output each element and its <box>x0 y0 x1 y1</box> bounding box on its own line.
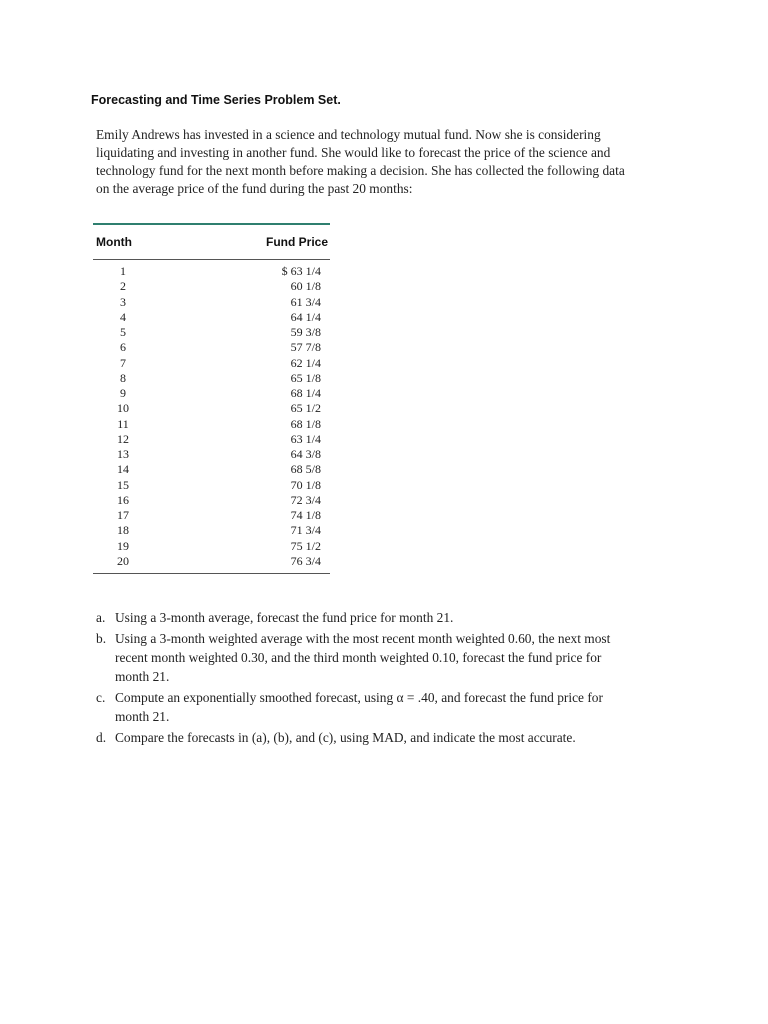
fund-price-cell: 71 3/4 <box>290 523 321 538</box>
table-row <box>93 325 330 340</box>
question-text: Using a 3-month weighted average with the most recent month weighted 0.60, the next most recent month weighted 0.30, and the third month weighted 0.10, forecast the fund price for month 21. <box>115 631 611 684</box>
page-title: Forecasting and Time Series Problem Set. <box>91 93 341 107</box>
question-letter: d. <box>96 730 107 745</box>
fund-price-cell: 63 1/4 <box>290 431 321 446</box>
question-item <box>96 688 636 726</box>
month-cell: 15 <box>117 477 129 492</box>
fund-price-cell: 70 1/8 <box>290 477 321 492</box>
table-row <box>93 279 330 294</box>
fund-price-cell: 68 5/8 <box>290 462 321 477</box>
fund-price-cell: 65 1/2 <box>290 401 321 416</box>
fund-price-cell: 60 1/8 <box>290 279 321 294</box>
month-cell: 8 <box>120 370 126 385</box>
table-row <box>93 478 330 493</box>
table-row <box>93 371 330 386</box>
question-item <box>96 608 636 627</box>
fund-price-cell: 61 3/4 <box>290 294 321 309</box>
table-row <box>93 340 330 355</box>
month-cell: 11 <box>117 416 129 431</box>
fund-price-cell: 68 1/8 <box>290 416 321 431</box>
fund-price-cell: 75 1/2 <box>290 538 321 553</box>
fund-price-cell: 74 1/8 <box>290 508 321 522</box>
table-row <box>93 462 330 477</box>
question-text: Compute an exponentially smoothed forecast, using α = .40, and forecast the fund price for month 21. <box>115 690 603 724</box>
table-row <box>93 523 330 538</box>
fund-price-cell: 62 1/4 <box>290 355 321 370</box>
fund-price-table <box>93 223 330 574</box>
fund-price-cell: 68 1/4 <box>290 386 321 400</box>
question-text: Compare the forecasts in (a), (b), and (c), using MAD, and indicate the most accurate. <box>115 730 576 745</box>
table-row <box>93 310 330 325</box>
table-row <box>93 447 330 462</box>
fund-price-cell: 59 3/8 <box>290 325 321 339</box>
table-row <box>93 417 330 432</box>
table-row <box>93 508 330 523</box>
table-row <box>93 295 330 310</box>
table-row <box>93 356 330 371</box>
month-column-header: Month <box>96 235 132 249</box>
table-row <box>93 493 330 508</box>
table-row <box>93 386 330 401</box>
month-cell: 1 <box>120 264 126 278</box>
question-item <box>96 629 636 686</box>
table-body <box>93 260 330 573</box>
table-row <box>93 432 330 447</box>
fund-price-column-header: Fund Price <box>265 235 328 249</box>
month-cell: 18 <box>117 523 129 538</box>
month-cell: 17 <box>117 508 129 522</box>
month-cell: 6 <box>120 340 126 355</box>
month-cell: 9 <box>120 386 126 400</box>
month-cell: 13 <box>117 447 129 461</box>
month-cell: 14 <box>117 462 129 477</box>
question-letter: c. <box>96 690 106 705</box>
question-letter: b. <box>96 631 107 646</box>
fund-price-cell: 64 3/8 <box>290 447 321 461</box>
month-cell: 16 <box>117 492 129 507</box>
month-cell: 3 <box>120 294 126 309</box>
month-cell: 4 <box>120 309 126 324</box>
month-cell: 5 <box>120 325 126 339</box>
question-text: Using a 3-month average, forecast the fund price for month 21. <box>115 610 454 625</box>
fund-price-cell: 65 1/8 <box>290 370 321 385</box>
fund-price-cell: 76 3/4 <box>290 553 321 568</box>
table-row <box>93 554 330 569</box>
month-cell: 20 <box>117 553 129 568</box>
month-cell: 2 <box>120 279 126 294</box>
fund-price-cell: 57 7/8 <box>290 340 321 355</box>
month-cell: 7 <box>120 355 126 370</box>
question-list <box>96 608 636 749</box>
table-row <box>93 401 330 416</box>
intro-paragraph: Emily Andrews has invested in a science and technology mutual fund. Now she is considering liquidating and investing in another fund. She would like to forecast the price of the science and technology fund for the next month before making a decision. She has collected the following data on the average price of the fund during the past 20 months: <box>96 127 625 196</box>
month-cell: 19 <box>117 538 129 553</box>
fund-price-cell: 72 3/4 <box>290 492 321 507</box>
fund-price-cell: 64 1/4 <box>290 309 321 324</box>
month-cell: 10 <box>117 401 129 416</box>
table-header <box>93 225 330 260</box>
fund-price-cell: $ 63 1/4 <box>281 264 321 278</box>
table-row <box>93 539 330 554</box>
table-row <box>93 264 330 279</box>
question-item <box>96 728 636 747</box>
month-cell: 12 <box>117 431 129 446</box>
question-letter: a. <box>96 610 106 625</box>
